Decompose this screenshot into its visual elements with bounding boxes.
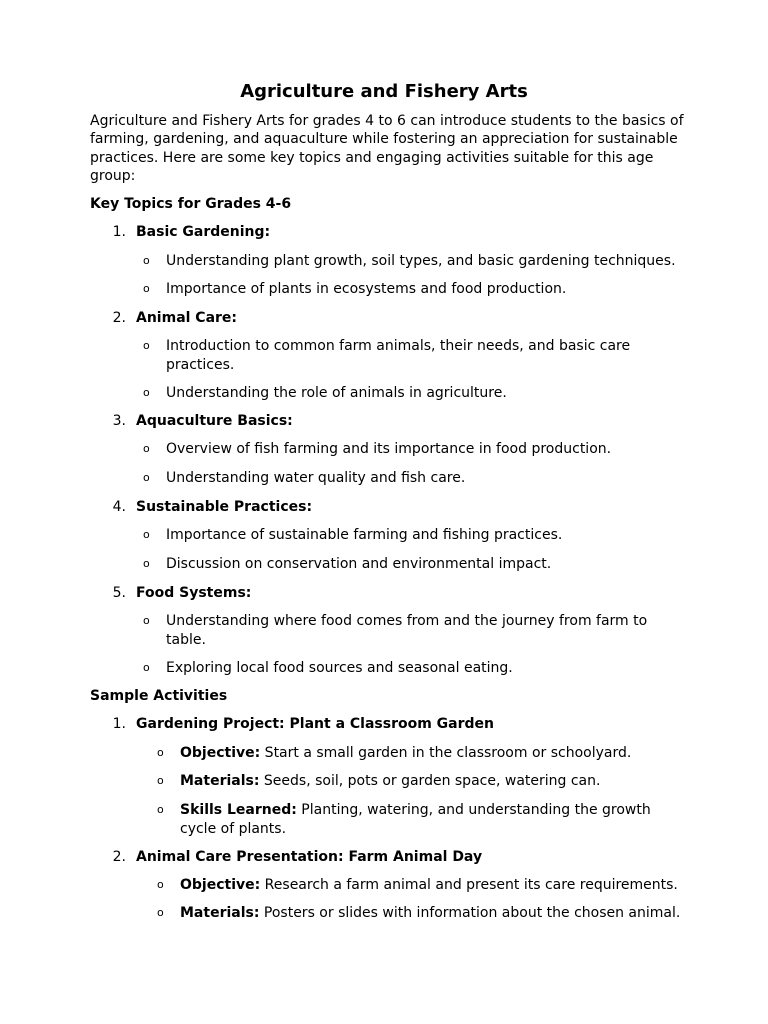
topic-bullet: Exploring local food sources and seasonal eating. bbox=[166, 660, 513, 676]
topic-bullet: Overview of fish farming and its importance in food production. bbox=[166, 441, 612, 457]
activity-bullet bbox=[180, 876, 690, 895]
topic-title: Aquaculture Basics: bbox=[136, 413, 293, 429]
topic-title: Food Systems: bbox=[136, 585, 252, 601]
topic-bullet: Understanding the role of animals in agriculture. bbox=[166, 385, 507, 401]
activity-bullet bbox=[180, 904, 690, 923]
bullet-text: Planting, watering, and understanding the growth cycle of plants. bbox=[180, 802, 651, 837]
list-number: 3. bbox=[112, 413, 126, 429]
bullet-marker: o bbox=[143, 442, 150, 455]
topic-bullet: Understanding plant growth, soil types, and basic gardening techniques. bbox=[166, 253, 676, 269]
bullet-marker: o bbox=[157, 803, 164, 816]
topic-bullet: Importance of plants in ecosystems and food production. bbox=[166, 281, 567, 297]
topic-title: Sustainable Practices: bbox=[136, 499, 313, 515]
activity-title: Animal Care Presentation: Farm Animal Day bbox=[136, 849, 483, 865]
bullet-label: Materials: bbox=[180, 905, 260, 921]
activity-bullet bbox=[180, 744, 690, 763]
list-number: 5. bbox=[112, 585, 126, 601]
topic-bullet: Discussion on conservation and environmental impact. bbox=[166, 556, 552, 572]
section-heading-sample-activities: Sample Activities bbox=[90, 688, 228, 704]
bullet-label: Objective: bbox=[180, 745, 261, 761]
topic-bullet: Understanding water quality and fish care. bbox=[166, 470, 466, 486]
bullet-marker: o bbox=[157, 906, 164, 919]
bullet-marker: o bbox=[157, 746, 164, 759]
bullet-text: Start a small garden in the classroom or schoolyard. bbox=[260, 745, 632, 761]
list-number: 2. bbox=[112, 849, 126, 865]
bullet-marker: o bbox=[143, 471, 150, 484]
intro-paragraph: Agriculture and Fishery Arts for grades 4 to 6 can introduce students to the basics of farming, gardening, and aquaculture while fostering an appreciation for sustainable practices. Here are some key topics and engaging activities suitable for this age group: bbox=[90, 113, 684, 185]
bullet-marker: o bbox=[157, 774, 164, 787]
topic-title: Basic Gardening: bbox=[136, 224, 271, 240]
bullet-label: Objective: bbox=[180, 877, 261, 893]
bullet-marker: o bbox=[143, 557, 150, 570]
activity-bullet bbox=[180, 772, 690, 791]
page-title: Agriculture and Fishery Arts bbox=[240, 81, 528, 102]
section-heading-key-topics: Key Topics for Grades 4-6 bbox=[90, 196, 292, 212]
bullet-label: Skills Learned: bbox=[180, 802, 297, 818]
bullet-marker: o bbox=[157, 878, 164, 891]
topic-title: Animal Care: bbox=[136, 310, 238, 326]
bullet-marker: o bbox=[143, 254, 150, 267]
bullet-marker: o bbox=[143, 661, 150, 674]
bullet-text: Posters or slides with information about the chosen animal. bbox=[259, 905, 681, 921]
list-number: 1. bbox=[112, 224, 126, 240]
bullet-marker: o bbox=[143, 282, 150, 295]
bullet-marker: o bbox=[143, 339, 150, 352]
list-number: 1. bbox=[112, 716, 126, 732]
bullet-marker: o bbox=[143, 614, 150, 627]
topic-bullet: Introduction to common farm animals, their needs, and basic care practices. bbox=[166, 338, 631, 373]
list-number: 2. bbox=[112, 310, 126, 326]
activity-title: Gardening Project: Plant a Classroom Garden bbox=[136, 716, 495, 732]
bullet-text: Research a farm animal and present its care requirements. bbox=[260, 877, 678, 893]
bullet-marker: o bbox=[143, 386, 150, 399]
topic-bullet: Understanding where food comes from and the journey from farm to table. bbox=[166, 613, 648, 648]
list-number: 4. bbox=[112, 499, 126, 515]
bullet-label: Materials: bbox=[180, 773, 260, 789]
bullet-marker: o bbox=[143, 528, 150, 541]
bullet-text: Seeds, soil, pots or garden space, watering can. bbox=[259, 773, 601, 789]
activity-bullet bbox=[180, 801, 690, 838]
topic-bullet: Importance of sustainable farming and fishing practices. bbox=[166, 527, 563, 543]
